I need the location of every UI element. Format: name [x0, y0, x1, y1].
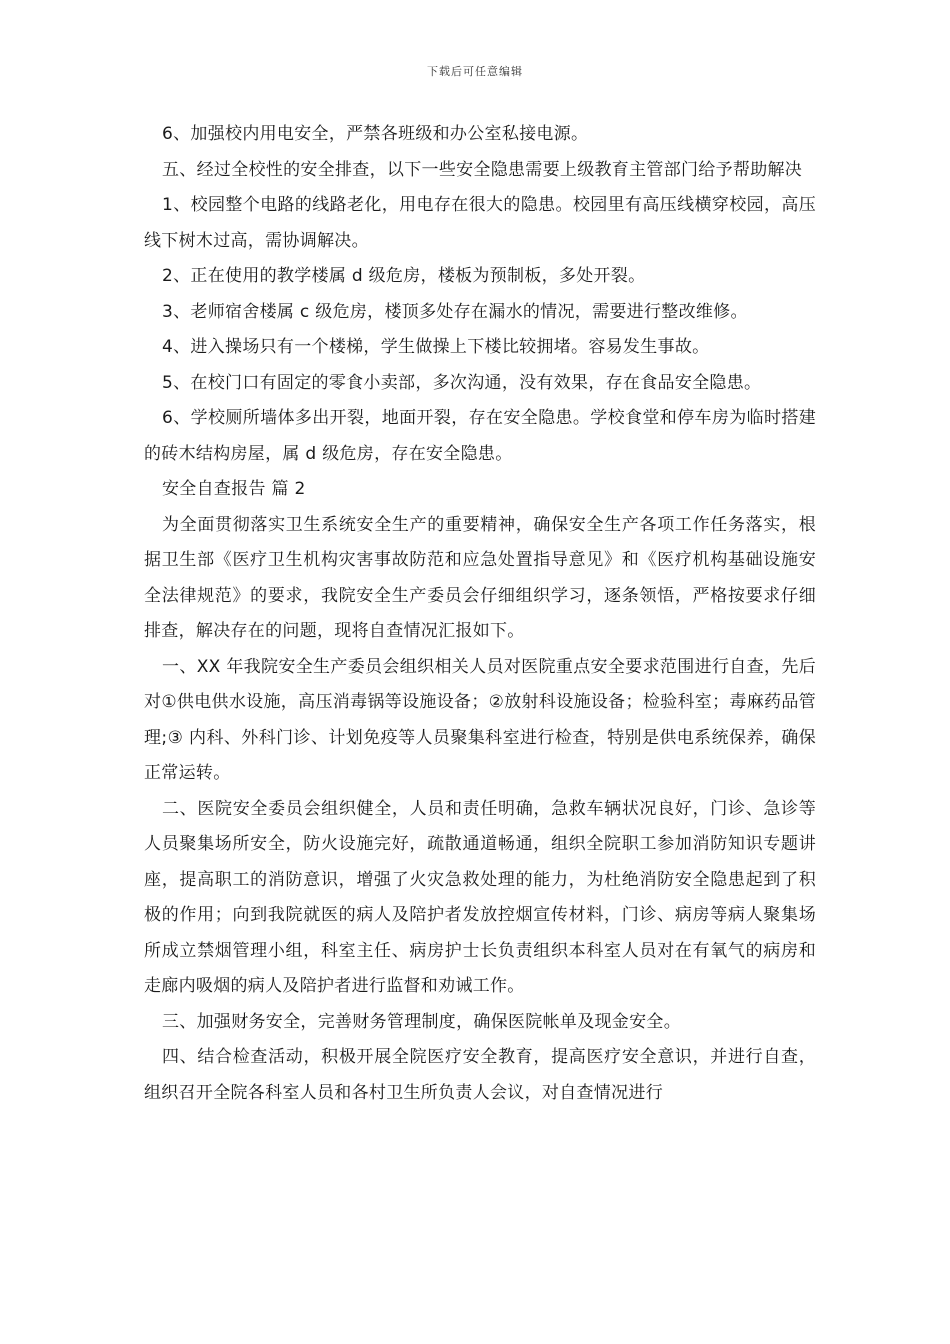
paragraph: 6、加强校内用电安全，严禁各班级和办公室私接电源。 [162, 124, 589, 144]
paragraph: 三、加强财务安全，完善财务管理制度，确保医院帐单及现金安全。 [162, 1011, 681, 1032]
paragraph: 1、校园整个电路的线路老化，用电存在很大的隐患。校园里有高压线横穿校园，高压线下树木过高，需协调解决。 [144, 195, 816, 251]
paragraph: 四、结合检查活动，积极开展全院医疗安全教育，提高医疗安全意识，并进行自查，组织召开全院各科室人员和各村卫生所负责人会议，对自查情况进行 [144, 1047, 816, 1103]
paragraph: 6、学校厕所墙体多出开裂，地面开裂，存在安全隐患。学校食堂和停车房为临时搭建的砖木结构房屋，属 d 级危房，存在安全隐患。 [144, 408, 816, 464]
paragraph: 3、老师宿舍楼属 c 级危房，楼顶多处存在漏水的情况，需要进行整改维修。 [162, 301, 748, 322]
paragraph: 为全面贯彻落实卫生系统安全生产的重要精神，确保安全生产各项工作任务落实，根据卫生部《医疗卫生机构灾害事故防范和应急处置指导意见》和《医疗机构基础设施安全法律规范》的要求，我院安全生产委员会仔细组织学习，逐条领悟，严格按要求仔细排查，解决存在的问题，现将自查情况汇报如下。 [144, 514, 816, 641]
paragraph: 五、经过全校性的安全排查，以下一些安全隐患需要上级教育主管部门给予帮助解决 [162, 159, 803, 180]
paragraph: 5、在校门口有固定的零食小卖部，多次沟通，没有效果，存在食品安全隐患。 [162, 372, 762, 393]
paragraph: 4、进入操场只有一个楼梯，学生做操上下楼比较拥堵。容易发生事故。 [162, 337, 710, 357]
section-heading: 安全自查报告 篇 2 [162, 479, 306, 499]
paragraph: 二、医院安全委员会组织健全，人员和责任明确，急救车辆状况良好，门诊、急诊等人员聚集场所安全，防火设施完好，疏散通道畅通，组织全院职工参加消防知识专题讲座，提高职工的消防意识，增强了火灾急救处理的能力，为杜绝消防安全隐患起到了积极的作用；向到我院就医的病人及陪护者发放控烟宣传材料，门诊、病房等病人聚集场所成立禁烟管理小组，科室主任、病房护士长负责组织本科室人员对在有氧气的病房和走廊内吸烟的病人及陪护者进行监督和劝诫工作。 [144, 798, 816, 996]
page-header: 下载后可任意编辑 [427, 65, 523, 78]
document-body [144, 117, 816, 1111]
paragraph: 一、XX 年我院安全生产委员会组织相关人员对医院重点安全要求范围进行自查，先后对①供电供水设施，高压消毒锅等设施设备；②放射科设施设备；检验科室；毒麻药品管理;③ 内科、外科门诊、计划免疫等人员聚集科室进行检查，特别是供电系统保养，确保正常运转。 [144, 656, 816, 783]
paragraph: 2、正在使用的教学楼属 d 级危房，楼板为预制板，多处开裂。 [162, 266, 646, 286]
